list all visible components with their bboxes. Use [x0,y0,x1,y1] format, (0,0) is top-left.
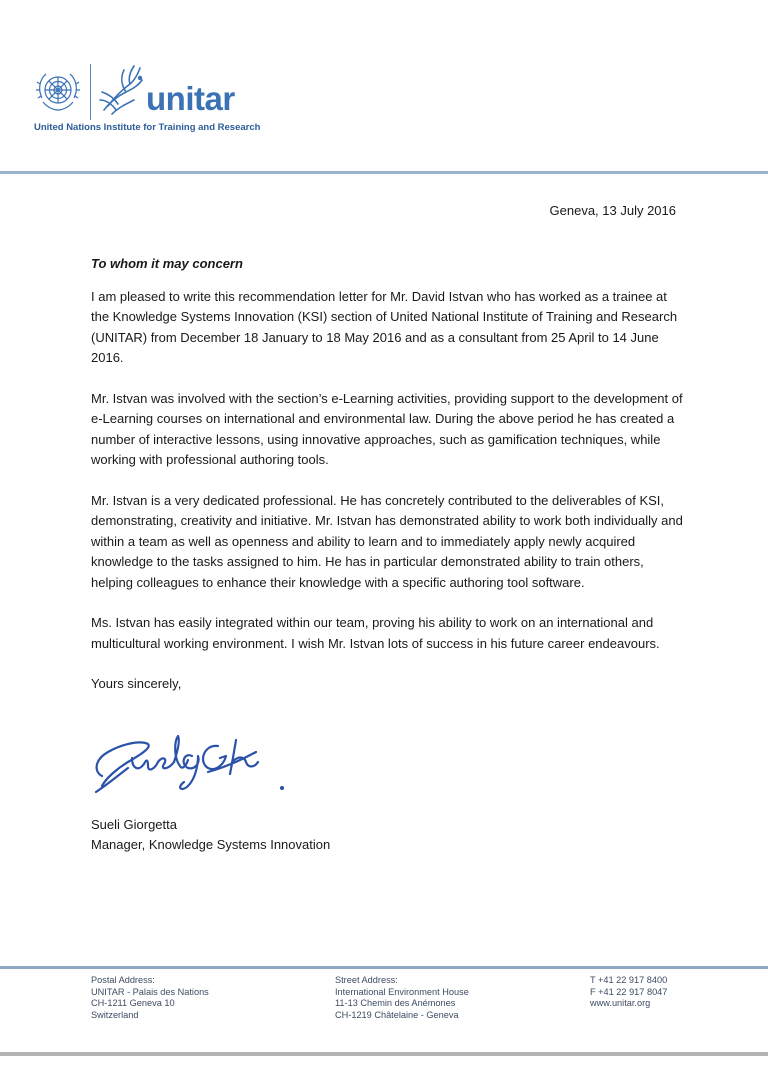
postal-label: Postal Address: [91,975,155,985]
fax-number: F +41 22 917 8047 [590,986,668,997]
handwritten-signature [88,712,298,812]
header-rule [0,171,768,174]
paragraph-4: Ms. Istvan has easily integrated within our team, proving his ability to work on an international and multicultural working environment. I wish Mr. Istvan lots of success in his future career endeavours. [91,615,660,651]
salutation: To whom it may concern [91,256,243,271]
unitar-bird-icon [96,62,148,120]
bottom-rule [0,1052,768,1056]
signer-title: Manager, Knowledge Systems Innovation [91,837,331,852]
footer-contact [590,975,667,1010]
closing: Yours sincerely, [91,676,182,691]
footer-postal-address [91,975,209,1021]
letterhead [30,60,270,140]
institute-name: United Nations Institute for Training and Research [34,122,261,133]
footer-street-address [335,975,469,1021]
un-emblem-icon [34,68,82,116]
street-line: International Environment House [335,986,469,997]
postal-line: UNITAR - Palais des Nations [91,986,209,997]
phone-number: T +41 22 917 8400 [590,975,668,985]
paragraph-3: Mr. Istvan is a very dedicated professional. He has concretely contributed to the deliverables of KSI, demonstrating, creativity and initiative. Mr. Istvan has demonstrated ability to work both individually and within a team as well as openness and ability to learn and to immediately apply newly acquired knowledge to the tasks assigned to him. He has in particular demonstrated ability to train others, helping colleagues to enhance their knowledge with a specific authoring tool software. [91,492,683,590]
signer-name: Sueli Giorgetta [91,817,177,832]
postal-line: CH-1211 Geneva 10 [91,998,175,1008]
paragraph-1: I am pleased to write this recommendation letter for Mr. David Istvan who has worked as a trainee at the Knowledge Systems Innovation (KSI) section of United National Institute of Training and Research (UNITAR) from December 18 January to 18 May 2016 and as a consultant from 25 April to 14 June 2016. [91,288,678,365]
footer-rule [0,966,768,969]
unitar-wordmark: unitar [146,80,235,117]
street-line: 11-13 Chemin des Anémones [335,998,456,1008]
signer-block [91,815,330,855]
letter-date: Geneva, 13 July 2016 [549,203,676,218]
logo-divider [90,64,91,120]
street-label: Street Address: [335,975,398,985]
postal-line: Switzerland [91,1009,139,1020]
letter-body [91,254,685,695]
paragraph-2: Mr. Istvan was involved with the section’s e-Learning activities, providing support to the development of e-Learning courses on international and environmental law. During the above period he has created a number of interactive lessons, using innovative approaches, such as gamification techniques, while working with professional authoring tools. [91,390,683,467]
street-line: CH-1219 Châtelaine - Geneva [335,1009,459,1020]
website-link[interactable]: www.unitar.org [590,998,651,1008]
